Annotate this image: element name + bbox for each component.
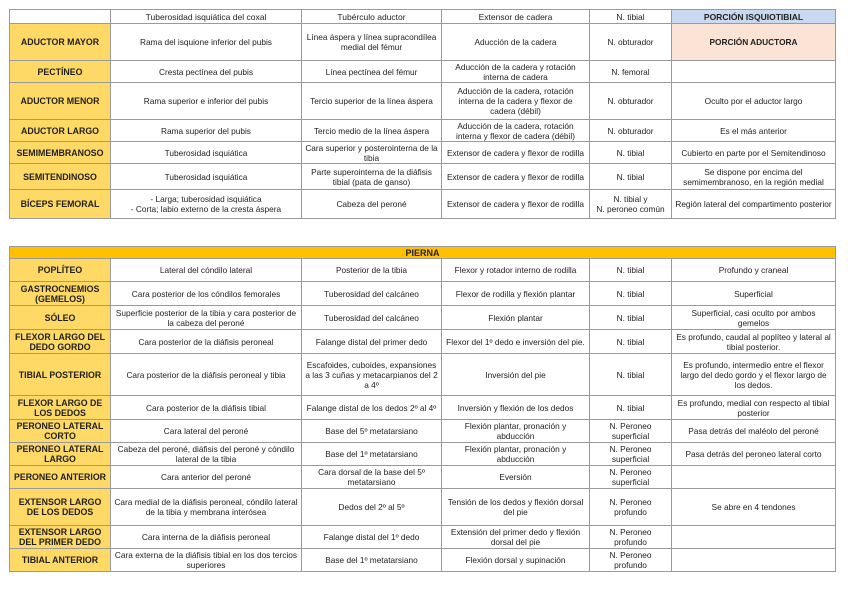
origin-cell: Cara interna de la diáfisis peroneal xyxy=(111,526,302,549)
insertion-cell: Posterior de la tibia xyxy=(302,259,442,282)
nerve-cell: N. tibial y N. peroneo común xyxy=(590,190,672,219)
section-title: PIERNA xyxy=(10,247,836,259)
muscle-name-cell: SEMITENDINOSO xyxy=(10,164,111,190)
table-row xyxy=(10,549,836,572)
muscle-name-cell: TIBIAL POSTERIOR xyxy=(10,354,111,396)
action-cell: Aducción de la cadera y rotación interna de cadera xyxy=(442,61,590,83)
observation-cell: Pasa detrás del peroneo lateral corto xyxy=(672,443,836,466)
origin-cell: Lateral del cóndilo lateral xyxy=(111,259,302,282)
origin-cell: Cara lateral del peroné xyxy=(111,420,302,443)
origin-cell: Cara posterior de la diáfisis peroneal xyxy=(111,330,302,354)
muscle-name-cell: FLEXOR LARGO DEL DEDO GORDO xyxy=(10,330,111,354)
action-cell: Eversión xyxy=(442,466,590,489)
table-row xyxy=(10,443,836,466)
origin-cell: Cara posterior de la diáfisis tibial xyxy=(111,396,302,420)
insertion-cell: Base del 5º metatarsiano xyxy=(302,420,442,443)
insertion-cell: Base del 1º metatarsiano xyxy=(302,443,442,466)
insertion-cell: Dedos del 2º al 5º xyxy=(302,489,442,526)
nerve-cell: N. Peroneo superficial xyxy=(590,466,672,489)
table-row xyxy=(10,259,836,282)
observation-cell: Región lateral del compartimento posterior xyxy=(672,190,836,219)
muscle-name-cell: EXTENSOR LARGO DEL PRIMER DEDO xyxy=(10,526,111,549)
observation-cell: Cubierto en parte por el Semitendinoso xyxy=(672,142,836,164)
table-row xyxy=(10,83,836,120)
action-cell: Flexor del 1º dedo e inversión del pie. xyxy=(442,330,590,354)
table-row xyxy=(10,282,836,306)
insertion-cell: Línea áspera y línea supracondílea medial del fémur xyxy=(302,24,442,61)
observation-cell xyxy=(672,61,836,83)
nerve-cell: N. tibial xyxy=(590,142,672,164)
insertion-cell: Tubérculo aductor xyxy=(302,10,442,24)
origin-cell: Tuberosidad isquiática xyxy=(111,142,302,164)
table-row xyxy=(10,306,836,330)
nerve-cell: N. tibial xyxy=(590,282,672,306)
muscle-name-cell: PERONEO ANTERIOR xyxy=(10,466,111,489)
muscle-name-cell: TIBIAL ANTERIOR xyxy=(10,549,111,572)
origin-cell: Tuberosidad isquiática xyxy=(111,164,302,190)
table-row xyxy=(10,61,836,83)
origin-cell: Rama superior e inferior del pubis xyxy=(111,83,302,120)
table-row xyxy=(10,354,836,396)
action-cell: Extensor de cadera y flexor de rodilla xyxy=(442,142,590,164)
insertion-cell: Falange distal del primer dedo xyxy=(302,330,442,354)
origin-cell: Cara posterior de la diáfisis peroneal y tibia xyxy=(111,354,302,396)
table-header-row xyxy=(10,10,836,24)
insertion-cell: Falange distal de los dedos 2º al 4º xyxy=(302,396,442,420)
action-cell: Tensión de los dedos y flexión dorsal del pie xyxy=(442,489,590,526)
insertion-cell: Tuberosidad del calcáneo xyxy=(302,306,442,330)
muscle-name-cell: BÍCEPS FEMORAL xyxy=(10,190,111,219)
observation-cell: Oculto por el aductor largo xyxy=(672,83,836,120)
origin-cell: Rama superior del pubis xyxy=(111,120,302,142)
muscle-name-cell: ADUCTOR MENOR xyxy=(10,83,111,120)
action-cell: Flexión dorsal y supinación xyxy=(442,549,590,572)
table-row xyxy=(10,330,836,354)
insertion-cell: Tercio superior de la línea áspera xyxy=(302,83,442,120)
nerve-cell: N. Peroneo profundo xyxy=(590,549,672,572)
origin-cell: Superficie posterior de la tibia y cara posterior de la cabeza del peroné xyxy=(111,306,302,330)
origin-cell: Cara externa de la diáfisis tibial en los dos tercios superiores xyxy=(111,549,302,572)
action-cell: Extensor de cadera y flexor de rodilla xyxy=(442,190,590,219)
muscle-name-cell: PERONEO LATERAL LARGO xyxy=(10,443,111,466)
insertion-cell: Base del 1º metatarsiano xyxy=(302,549,442,572)
observation-cell: Superficial xyxy=(672,282,836,306)
nerve-cell: N. tibial xyxy=(590,306,672,330)
nerve-cell: N. obturador xyxy=(590,24,672,61)
table-row xyxy=(10,420,836,443)
nerve-cell: N. tibial xyxy=(590,330,672,354)
action-cell: Flexor de rodilla y flexión plantar xyxy=(442,282,590,306)
muscle-name-cell: ADUCTOR LARGO xyxy=(10,120,111,142)
observation-cell: PORCIÓN ADUCTORA xyxy=(672,24,836,61)
muscle-name-cell: POPLÍTEO xyxy=(10,259,111,282)
action-cell: Inversión y flexión de los dedos xyxy=(442,396,590,420)
observation-cell xyxy=(672,549,836,572)
action-cell: Aducción de la cadera xyxy=(442,24,590,61)
origin-cell: Cara medial de la diáfisis peroneal, cóndilo lateral de la tibia y membrana interósea xyxy=(111,489,302,526)
table-row xyxy=(10,164,836,190)
nerve-cell: N. tibial xyxy=(590,164,672,190)
observation-cell xyxy=(672,466,836,489)
nerve-cell: N. tibial xyxy=(590,396,672,420)
insertion-cell: Tuberosidad del calcáneo xyxy=(302,282,442,306)
action-cell: Extensor de cadera y flexor de rodilla xyxy=(442,164,590,190)
nerve-cell: N. femoral xyxy=(590,61,672,83)
origin-cell: Tuberosidad isquiática del coxal xyxy=(111,10,302,24)
muscle-name-cell: EXTENSOR LARGO DE LOS DEDOS xyxy=(10,489,111,526)
section-title-row xyxy=(10,247,836,259)
action-cell: Inversión del pie xyxy=(442,354,590,396)
muscle-name-cell: ADUCTOR MAYOR xyxy=(10,24,111,61)
observation-cell: Es profundo, intermedio entre el flexor largo del dedo gordo y el flexor largo de los dedos. xyxy=(672,354,836,396)
muscle-name-cell: GASTROCNEMIOS (GEMELOS) xyxy=(10,282,111,306)
insertion-cell: Cara superior y posterointerna de la tibia xyxy=(302,142,442,164)
origin-cell: Rama del isquione inferior del pubis xyxy=(111,24,302,61)
action-cell: Flexión plantar, pronación y abducción xyxy=(442,443,590,466)
nerve-cell: N. obturador xyxy=(590,120,672,142)
table-row xyxy=(10,466,836,489)
observation-cell: Es profundo, medial con respecto al tibial posterior xyxy=(672,396,836,420)
origin-cell: Cabeza del peroné, diáfisis del peroné y cóndilo lateral de la tibia xyxy=(111,443,302,466)
hip-muscles-table xyxy=(9,9,836,219)
muscle-name-cell: FLEXOR LARGO DE LOS DEDOS xyxy=(10,396,111,420)
table-row xyxy=(10,489,836,526)
nerve-cell: N. Peroneo superficial xyxy=(590,443,672,466)
observation-cell: PORCIÓN ISQUIOTIBIAL xyxy=(672,10,836,24)
muscle-name-cell xyxy=(10,10,111,24)
muscle-name-cell: PERONEO LATERAL CORTO xyxy=(10,420,111,443)
origin-cell: Cara anterior del peroné xyxy=(111,466,302,489)
nerve-cell: N. Peroneo profundo xyxy=(590,489,672,526)
insertion-cell: Tercio medio de la línea áspera xyxy=(302,120,442,142)
action-cell: Extensión del primer dedo y flexión dorsal del pie xyxy=(442,526,590,549)
observation-cell xyxy=(672,526,836,549)
action-cell: Extensor de cadera xyxy=(442,10,590,24)
observation-cell: Profundo y craneal xyxy=(672,259,836,282)
nerve-cell: N. obturador xyxy=(590,83,672,120)
action-cell: Aducción de la cadera, rotación interna y flexor de cadera (débil) xyxy=(442,120,590,142)
observation-cell: Es profundo, caudal al poplíteo y lateral al tibial posterior. xyxy=(672,330,836,354)
origin-cell: Cresta pectínea del pubis xyxy=(111,61,302,83)
table-row xyxy=(10,142,836,164)
insertion-cell: Línea pectínea del fémur xyxy=(302,61,442,83)
nerve-cell: N. Peroneo profundo xyxy=(590,526,672,549)
muscle-name-cell: SÓLEO xyxy=(10,306,111,330)
table-row xyxy=(10,190,836,219)
action-cell: Aducción de la cadera, rotación interna de la cadera y flexor de cadera (débil) xyxy=(442,83,590,120)
insertion-cell: Cabeza del peroné xyxy=(302,190,442,219)
nerve-cell: N. tibial xyxy=(590,259,672,282)
action-cell: Flexor y rotador interno de rodilla xyxy=(442,259,590,282)
muscle-name-cell: SEMIMEMBRANOSO xyxy=(10,142,111,164)
table-row xyxy=(10,24,836,61)
nerve-cell: N. tibial xyxy=(590,354,672,396)
observation-cell: Superficial, casi oculto por ambos gemelos xyxy=(672,306,836,330)
insertion-cell: Cara dorsal de la base del 5º metatarsiano xyxy=(302,466,442,489)
leg-muscles-table xyxy=(9,246,836,572)
table-row xyxy=(10,120,836,142)
muscle-name-cell: PECTÍNEO xyxy=(10,61,111,83)
table-row xyxy=(10,396,836,420)
nerve-cell: N. Peroneo superficial xyxy=(590,420,672,443)
action-cell: Flexión plantar, pronación y abducción xyxy=(442,420,590,443)
origin-cell: Cara posterior de los cóndilos femorales xyxy=(111,282,302,306)
insertion-cell: Escafoides, cuboides, expansiones a las 3 cuñas y metacarpianos del 2 a 4º xyxy=(302,354,442,396)
origin-cell: - Larga; tuberosidad isquiática - Corta; labio externo de la cresta áspera xyxy=(111,190,302,219)
insertion-cell: Parte superointerna de la diáfisis tibial (pata de ganso) xyxy=(302,164,442,190)
table-row xyxy=(10,526,836,549)
observation-cell: Es el más anterior xyxy=(672,120,836,142)
insertion-cell: Falange distal del 1º dedo xyxy=(302,526,442,549)
observation-cell: Se abre en 4 tendones xyxy=(672,489,836,526)
nerve-cell: N. tibial xyxy=(590,10,672,24)
observation-cell: Pasa detrás del maléolo del peroné xyxy=(672,420,836,443)
observation-cell: Se dispone por encima del semimembranoso, en la región medial xyxy=(672,164,836,190)
action-cell: Flexión plantar xyxy=(442,306,590,330)
